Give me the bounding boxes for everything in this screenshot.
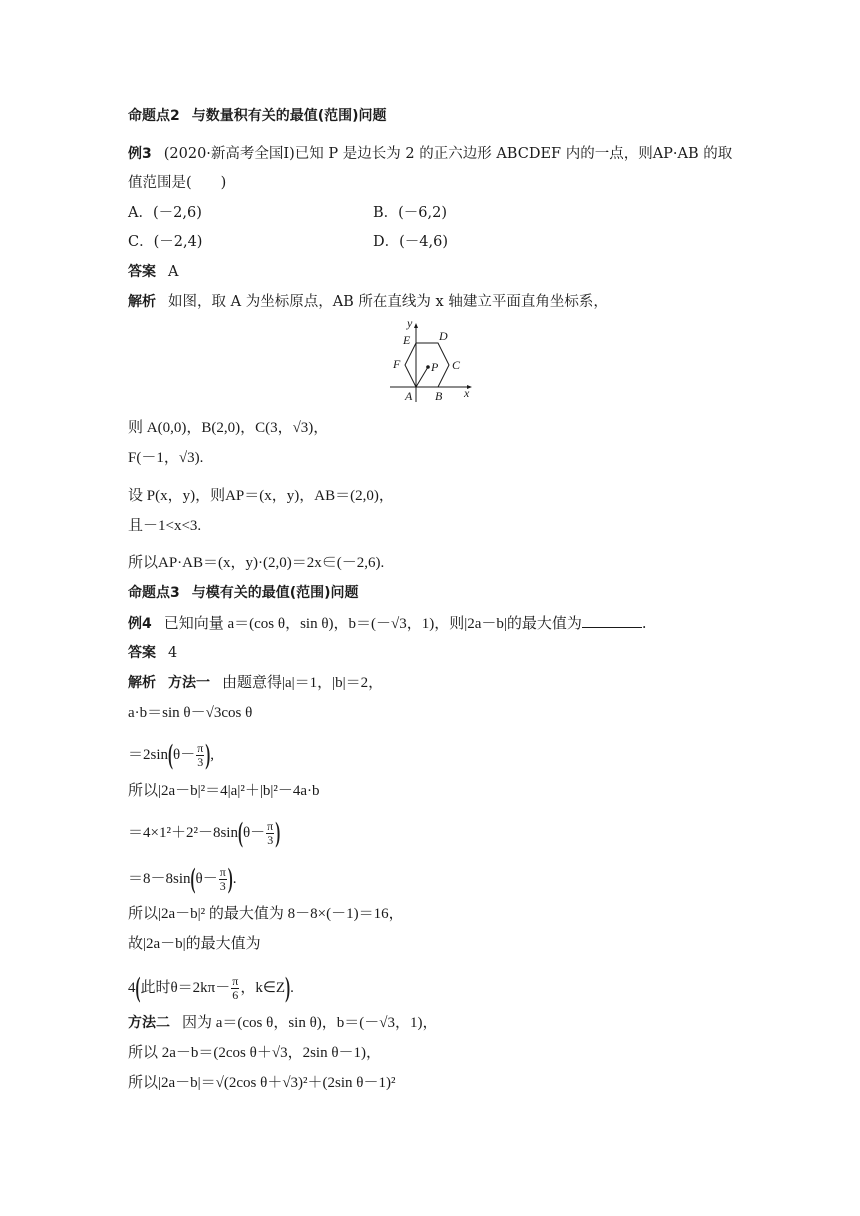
answer-value: A (168, 264, 179, 280)
fraction-pi-6 (231, 975, 239, 1002)
method2-line2: 所以 2a－b＝(2cos θ＋√3，2sin θ－1)， (128, 1045, 382, 1061)
method2-line1 (128, 1013, 438, 1033)
answer-line (128, 643, 177, 663)
section-heading-3 (128, 583, 359, 603)
analysis-l1: 则 A(0,0)，B(2,0)，C(3，√3)， (128, 420, 329, 436)
label-p: P (431, 360, 439, 374)
method1-line3 (128, 742, 214, 769)
method2-text: 因为 a＝(cos θ，sin θ)，b＝(－√3，1)， (182, 1015, 438, 1031)
option-d: D．(－4,6) (373, 234, 448, 250)
numerator: π (267, 819, 274, 833)
answer-label: 答案 (128, 645, 156, 661)
label-f: F (393, 357, 401, 371)
analysis-line (128, 292, 608, 312)
denominator: 3 (267, 833, 274, 847)
right-paren: ) (275, 818, 281, 849)
right-paren: ) (227, 864, 233, 895)
expr-prefix: ＝2sin (128, 746, 169, 763)
analysis-l5: 所以AP·AB＝(x，y)·(2,0)＝2x∈(－2,6). (128, 555, 385, 571)
method1-line4: 所以|2a－b|²＝4|a|²＋|b|²－4a·b (128, 783, 320, 799)
hexagon (405, 343, 449, 387)
max-value: 4 (128, 979, 136, 996)
expr-prefix: ＝8－8sin (128, 870, 191, 887)
method1-line9 (128, 975, 294, 1002)
section-label: 命题点2 (128, 108, 180, 124)
label-e: E (403, 333, 411, 347)
numerator: π (197, 741, 204, 755)
answer-value: 4 (168, 645, 178, 661)
section-title: 与模有关的最值(范围)问题 (191, 585, 359, 601)
denominator: 6 (232, 988, 239, 1002)
method1-line1 (128, 673, 383, 693)
answer-line (128, 262, 178, 282)
left-paren: ( (190, 864, 196, 895)
fraction-pi-3 (266, 820, 274, 847)
answer-label: 答案 (128, 264, 156, 280)
method1-line5 (128, 820, 280, 847)
analysis-l2: F(－1，√3). (128, 450, 204, 466)
section-label: 命题点3 (128, 585, 180, 601)
example4-stem (128, 613, 647, 634)
label-b: B (435, 389, 443, 403)
section-title: 与数量积有关的最值(范围)问题 (191, 108, 387, 124)
fraction-pi-3 (219, 866, 227, 893)
example-stem: (2020·新高考全国Ⅰ)已知 P 是边长为 2 的正六边形 ABCDEF 内的一点，则AP·AB 的取 (163, 146, 733, 162)
numerator: π (219, 865, 226, 879)
method1-label: 方法一 (168, 675, 210, 691)
y-axis-arrow (414, 323, 418, 328)
example-label: 例4 (128, 616, 152, 632)
stem-period: . (641, 616, 647, 632)
analysis-label: 解析 (128, 675, 156, 691)
point-p (426, 365, 430, 369)
condition-text: 此时θ＝2kπ－ (140, 979, 231, 996)
example-stem: 已知向量 a＝(cos θ，sin θ)，b＝(－√3，1)，则|2a－b|的最大值为 (163, 616, 582, 632)
answer-blank (582, 613, 642, 628)
method1-line7: 所以|2a－b|² 的最大值为 8－8×(－1)＝16， (128, 906, 404, 922)
analysis-l3: 设 P(x，y)，则AP＝(x，y)，AB＝(2,0)， (128, 488, 394, 504)
analysis-label: 解析 (128, 294, 156, 310)
theta-minus: θ－ (195, 870, 218, 887)
expr-prefix: ＝4×1²＋2²－8sin (128, 824, 238, 841)
fraction-pi-3 (196, 742, 204, 769)
label-a: A (405, 389, 413, 403)
theta-minus: θ－ (173, 746, 196, 763)
method2-label: 方法二 (128, 1015, 170, 1031)
expr-suffix: . (290, 979, 294, 996)
denominator: 3 (219, 879, 226, 893)
method2-line3: 所以|2a－b|＝√(2cos θ＋√3)²＋(2sin θ－1)² (128, 1075, 396, 1091)
left-paren: ( (135, 973, 141, 1004)
label-d: D (439, 329, 448, 343)
label-c: C (452, 358, 461, 372)
numerator: π (232, 974, 239, 988)
example3-stem-line2: 值范围是( ) (128, 175, 227, 191)
option-a: A．(－2,6) (128, 205, 202, 221)
example3-stem-line1 (128, 144, 732, 164)
ap-segment (416, 367, 428, 387)
theta-minus: θ－ (242, 824, 266, 841)
right-paren: ) (205, 740, 211, 771)
method1-line6 (128, 866, 237, 893)
option-c: C．(－2,4) (128, 234, 203, 250)
expr-suffix: , (210, 746, 215, 763)
analysis-intro: 如图，取 A 为坐标原点，AB 所在直线为 x 轴建立平面直角坐标系， (168, 294, 608, 310)
method1-text: 由题意得|a|＝1，|b|＝2， (222, 675, 384, 691)
hexagon-figure (388, 318, 478, 406)
right-paren: ) (285, 973, 291, 1004)
condition-tail: ，k∈Z (240, 979, 286, 996)
denominator: 3 (197, 755, 204, 769)
section-heading-2 (128, 106, 387, 126)
expr-suffix: . (232, 870, 237, 887)
x-label: x (464, 386, 470, 400)
left-paren: ( (237, 818, 243, 849)
analysis-l4: 且－1<x<3. (128, 518, 202, 534)
example-label: 例3 (128, 146, 152, 162)
method1-line2: a·b＝sin θ－√3cos θ (128, 705, 253, 721)
y-label: y (407, 318, 413, 330)
option-b: B．(－6,2) (373, 205, 448, 221)
method1-line8: 故|2a－b|的最大值为 (128, 936, 261, 952)
left-paren: ( (168, 740, 174, 771)
